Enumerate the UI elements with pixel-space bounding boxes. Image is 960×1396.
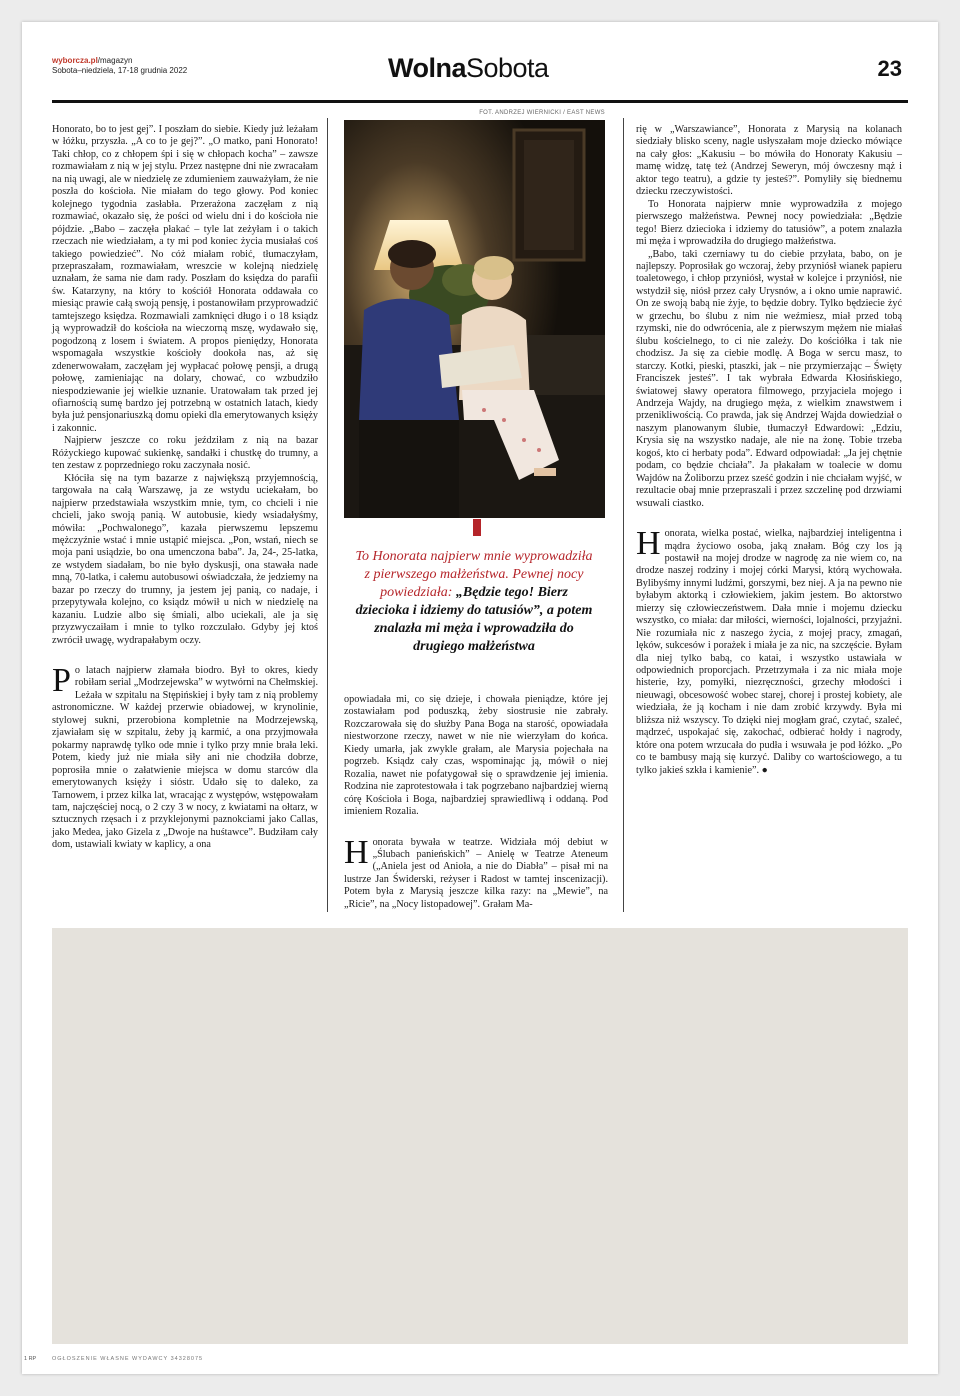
page-number: 23 [877,56,902,81]
pullquote-black: „Będzie tego! Bierz dziecioka i idziemy do tatusiów”, a potem znalazła mi męża i wprowadziła do drugiego małżeństwa [355,585,593,654]
pullquote [352,548,596,656]
section-logo [388,52,549,84]
paragraph: rię w „Warszawiance”, Honorata z Marysią na kolanach siedziały blisko sceny, nagle usłyszałam moje dziecko mówiące na cały głos: „Kakusiu – bo mówiła do Honoraty Kakusiu – mamę widzę, tatę też (Andrzej Seweryn, mój ówczesny mąż i aktor tego teatru), a gdzie ty jesteś?”. Pomyliły się biednemu dziecku rzeczywistości. [636,124,902,198]
paragraph: opowiadała mi, co się dzieje, i chowała pieniądze, które jej zostawiałam pod poduszką, żeby siostrusie nie zabrały. Rozczarowała się do służby Pana Boga na starość, opowiadała niestworzone rzeczy, nawet w nie nie wierzyłam do końca. Kiedy umarła, jak zwykle grałam, ale Marysia pojechała na pogrzeb. Ksiądz cały czas, wspominając ją, mówił o niej Rozalia, nawet nie pofatygował się o sprawdzenie jej imienia. Rodzina nie zaprotestowała i tak pogrzebano najbardziej wierną córę Kościoła i Boga, najbardziej sprawiedliwą i oddaną. Pod imieniem Rozalia. [344,694,608,818]
paragraph-text: onorata bywała w teatrze. Widziała mój debiut w „Ślubach panieńskich” – Anielę w Teatrze Ateneum („Aniela jest od Anioła, a nie do Diabła” – pisał mi na lustrze Jan Świderski, reżyser i Radost w tamtej inscenizacji). Potem była z Marysią jeszcze kilka razy: na „Mewie”, na „Ricie”, na „Nocy listopadowej”. Grałam Ma- [344,836,608,910]
paragraph-with-dropcap [636,525,902,777]
paragraph-with-dropcap [344,833,608,912]
pullquote-marker [473,519,481,536]
masthead-left [52,56,187,76]
paragraph: Kłóciła się na tym bazarze z największą przyjemnością, targowała na całą Warszawę, ja ze wstydu uciekałam, bo najpierw przedstawiała wszystkim mnie, tym, co chcieli i nie chcieli, jako swoją panią. W autobusie, kiedy wsiadałyśmy, mówiła: „Pochwalonego”, kazała pierwszemu lepszemu mężczyźnie wstać i mnie ustąpić miejsca. „Pon, wstań, niech se moja pani usiądzie, bo ona umenczona baba”. Ja, 24-, 25-latka, ze wstydem siadałam, bo nie było dyskusji, ona stawała nade mną, 70-latka, i całemu autobusowi oświadczała, że jedziemy na bazar po rzeczy do trumny, ja jestem jej panią, co nadaje, i przepytywała kolejno, co ksiądz mówił u nich w niedzielę na kazaniu. Ludzie albo się śmiali, albo uciekali, ale ja się przyzwyczaiłam i mnie to tylko rozczulało. Gdyby jej ktoś zwrócił uwagę, wydrapałabym oczy. [52,472,318,646]
issue-date: Sobota–niedziela, 17-18 grudnia 2022 [52,66,188,75]
header-rule [52,100,908,103]
article-column-1 [52,124,318,852]
paragraph-text: onorata, wielka postać, wielka, najbardziej inteligentna i mądra życiowo osoba, jaką znałam. Bóg czy los ją postawił na mojej drodze w nagrodę za nie wiem co, na drodze naszej rodziny i mojej córki Marysi, którą wychowała. Bylibyśmy innymi ludźmi, gorszymi, bez niej. A ja na pewno nie byłabym aktorką i człowiekiem, jakim jestem. Bo aktorstwo mierzy się człowieczeństwem. Dała mnie i mojemu dziecku wszystko, co miała: dar miłości, wierności, lojalności, przyjaźni. Nie rozumiała nic z naszego życia, z mojej pracy, zmagań, lęków, sukcesów i porażek i miała je za nic, na szczęście. Byłam dla niej tylko babą, co katai, i wszystko ustawiała w odpowiednich proporcjach. Przetrzymała i za nic miała moje histerie, łzy, pomyłki, niezręczności, grzechy młodości i nieuwagi, obcesowość wobec starej, chorej i prostej kobiety, ale wiedziała, że ją kocham i nie dam zrobić krzywdy. Była mi bliższa niż wszyscy. To dzięki niej mogłam grać, czytać, szaleć, mądrzeć, uspokajać się, zakochać, odbierać hołdy i nagrody, które ona potem wrzucała do pudła i wsuwała je pod łóżko. „Po co te bambusy mają się kurzyć. Daliby co wartościowego, a tu tylko jakieś szkła i kamienie”. [636,528,902,776]
end-mark: ● [761,764,768,776]
newspaper-page [22,22,938,1374]
drop-cap: H [344,833,369,871]
paragraph: Honorato, bo to jest gej”. I poszłam do siebie. Kiedy już leżałam w łóżku, przyszła. „A co to je gej?”. „O matko, pani Honorato! Taki chłop, co z chłopem śpi i się w chłopach kocha” – zawsze rozmawiałam z nią w jej stylu. Przez następne dni nie zwracałam na nią uwagi, ale w niedzielę ze zdumieniem zauważyłam, że nie poszła do kościoła. Nie miałam do tego głowy. Pod koniec kolejnego tygodnia zasłabła. Przerażona zaczęłam z nią rozmawiać, okazało się, że pości od wielu dni i do kościoła nie pójdzie. „Babo – zaczęła płakać – tyle lat zeżyłam i o takich rzeczach nie wiedziałam, a ty mi pod koniec życia musiałaś coś takiego powiedzieć”. No cóż miałam robić, tłumaczyłam, przepraszałam, rozmawiałam, wreszcie w kolejną niedzielę uznałam, że sama nie dam rady. Poszłam do księdza do parafii św. Katarzyny, na który to kościół Honorata oddawała co miesiąc prawie całą swoją pensję, i postanowiłam przyprowadzić tamtejszego księdza. Rozmawiali zamknięci długo i o 18 ksiądz ją wyprowadził do kościoła na wieczorną mszę, wydawało się, pogodzoną z losem i światem. A propos pieniędzy, Honorata wspomagała wszystkie kościoły dookoła nas, aż się zdenerwowałam, zaczęłam jej wypłacać połowę pensji, a drugą połowę, zamieniając na dolary, chować, co wzbudziło niespodziewanie jej wielkie uznanie. Uratowałam tak przed jej ofiarnością sumę bardzo jej potrzebną w ostatnich latach, kiedy była już pensjonariuszką domu opieki dla emerytowanych księży i zakonnic. [52,124,318,434]
paragraph-with-dropcap [52,662,318,852]
ad-label-text: OGŁOSZENIE WŁASNE WYDAWCY [52,1356,169,1362]
article-column-2 [344,694,608,911]
paragraph: „Babo, taki czerniawy tu do ciebie przyłata, babo, on je najlepszy. Poprosiłak go wczoraj, żeby przyniósł wianek papieru toaletowego, i chłop przyniósł, wystał w kolejce i przyniósł, nie wstydził się, niósł przez cały Urysnów, a i okno umie naprawić. On ze swoją babą nie żyje, to będzie dobry. Tylko będziecie żyć w grzechu, bo ślubu z nim nie weźmiesz, miał przed tobą rzymski, nie do odwrócenia, ale z pierwszym mężem nie miałaś ślubu kościelnego, to ci nie zależy. Do kościółka i tak nie chodzisz. Ja się za ciebie modlę. A Boga w sercu masz, to starczy. Kotki, pieski, ptaszki, jak – nie przymierzając – Święty Franciszek jesteś”. I tak wybrała Edwarda Kłosińskiego, światowej sławy operatora filmowego, przyjaciela mojego i Andrzeja Wajdy, na drugiego męża, z wielkim znawstwem i przenikliwością. Co prawda, jak się Andrzej Wajda dowiedział o naszym planowanym ślubie, tłumaczył Edwardowi: „Edziu, Krysia się na wszystko nadaje, ale nie na żonę. Tobie trzeba kogoś, kto ci herbaty poda”. Edward odpowiadał: „Ja jej chętnie podam, co będzie chciała”. Ja płakałam w toalecie w domu Wajdów na Żoliborzu przez sześć godzin i nie chciałam wyjść, w rezultacie obaj mnie przepraszali i przez szczelinę pod drzwiami wsuwali ciastko. [636,248,902,509]
logo-bold: Wolna [388,53,466,83]
photo-illustration [344,120,605,518]
photo-credit: FOT. ANDRZEJ WIERNICKI / EAST NEWS [479,110,605,116]
drop-cap: H [636,525,661,563]
logo-light: Sobota [466,53,549,83]
paragraph: Najpierw jeszcze co roku jeździłam z nią na bazar Różyckiego kupować sukienkę, sandałki i chustkę do trumny, a ten zestaw z poprzedniego roku zaczynała nosić. [52,435,318,472]
column-separator [623,118,624,912]
article-column-3 [636,124,902,777]
ad-label [52,1356,203,1362]
ad-code: 34328075 [170,1356,204,1362]
brand-link[interactable]: wyborcza.pl [52,56,98,65]
drop-cap: P [52,662,71,700]
page-code: 1 RP [24,1356,37,1362]
paragraph: To Honorata najpierw mnie wyprowadziła z mojego pierwszego małżeństwa. Pewnej nocy powiedziała: „Będzie tego! Bierz dziecioka i idziemy do tatusiów”, a potem znalazła mi męża i wprowadziła do drugiego małżeństwa. [636,198,902,248]
column-separator [327,118,328,912]
paragraph-text: o latach najpierw złamała biodro. Był to okres, kiedy robiłam serial „Modrzejewska” w wytwórni na Chełmskiej. Leżała w szpitalu na Stępińskiej i były tam z nią problemy astronomiczne. W każdej przerwie obiadowej, w krynolinie, stylowej sukni, przerobiona kompletnie na Modrzejewską, zjawiałam się w szpitalu, żeby ją karmić, a ona przyjmowała pokarmy naprawdę tylko ode mnie i tylko przy mnie brała leki. Potem, kiedy już nie miała siły ani nie chodziła dobrze, poprosiła mnie o załatwienie miejsca w domu starców dla emerytowanych księży i sióstr. Udało się to daleko, za Tarnowem, i przez kilka lat, wracając z występów, wstępowałam tam, najczęściej nocą, o 2 czy 3 w nocy, z kwiatami na ołtarz, w sztucznych rzęsach i z przyklejonymi paznokciami jako Callas, jako Medea, jako Gizela z „Dwoje na huśtawce”. Budziłam cały dom, ustawiali kwiaty w kaplicy, a ona [52,665,318,851]
advertisement-placeholder [52,928,908,1344]
section-name: /magazyn [97,56,133,65]
article-photo [344,120,605,518]
pullquote-red: To Honorata najpierw mnie wyprowadziła z pierwszego małżeństwa. Pewnej nocy powiedziała: [355,549,593,600]
